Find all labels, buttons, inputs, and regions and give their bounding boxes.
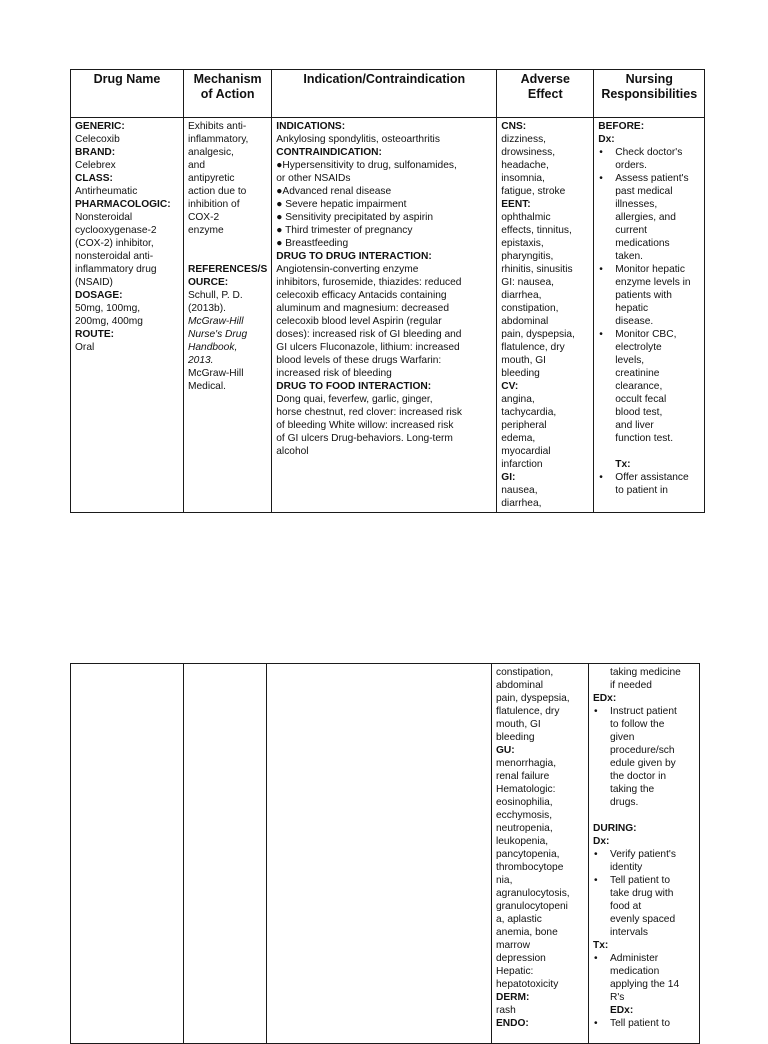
section-label: GU: (496, 745, 515, 756)
drug-name-cell-cont (71, 664, 184, 1044)
text-line: McGraw-Hill (188, 368, 244, 379)
text-line: current (615, 225, 647, 236)
text-line: Hepatic: (496, 966, 534, 977)
text-line: to follow the (610, 719, 665, 730)
text-line: leukopenia, (496, 836, 549, 847)
text-line: inhibitors, furosemide, thiazides: reduced (276, 277, 462, 288)
header-adverse: Adverse Effect (497, 70, 594, 118)
text-line: bleeding (496, 732, 535, 743)
text-line: ● Sensitivity precipitated by aspirin (276, 212, 434, 223)
bullet-item: • Administer (593, 952, 695, 965)
text-line: Nonsteroidal (75, 212, 133, 223)
section-label: PHARMACOLOGIC: (75, 199, 171, 210)
section-label: ROUTE: (75, 329, 115, 340)
text-line: or other NSAIDs (276, 173, 351, 184)
continuation-row (71, 664, 700, 1044)
text-line: levels, (615, 355, 645, 366)
text-line: GI: nausea, (501, 277, 554, 288)
text-line: creatinine (615, 368, 660, 379)
text-line: infarction (501, 459, 543, 470)
text-line: Dong quai, feverfew, garlic, ginger, (276, 394, 433, 405)
text-line: Celecoxib (75, 134, 120, 145)
header-indication: Indication/Contraindication (272, 70, 497, 118)
bullet-item: • Tell patient to (593, 874, 695, 887)
drug-study-table-page-2 (70, 663, 700, 1044)
text-line: flatulence, dry (496, 706, 560, 717)
section-label: INDICATIONS: (276, 121, 346, 132)
text-line: Antirheumatic (75, 186, 138, 197)
text-line: occult fecal (615, 394, 667, 405)
section-label: DRUG TO DRUG INTERACTION: (276, 251, 432, 262)
text-line: renal failure (496, 771, 550, 782)
text-line: evenly spaced (610, 914, 676, 925)
text-line: flatulence, dry (501, 342, 565, 353)
text-line: inflammatory drug (75, 264, 157, 275)
text-line: aluminum and magnesium: decreased (276, 303, 449, 314)
text-line: fatigue, stroke (501, 186, 566, 197)
text-line: Ankylosing spondylitis, osteoarthritis (276, 134, 440, 145)
text-line: granulocytopeni (496, 901, 568, 912)
text-line: myocardial (501, 446, 551, 457)
text-line: Handbook, (188, 342, 238, 353)
text-line: angina, (501, 394, 535, 405)
text-line: COX-2 (188, 212, 220, 223)
text-line: function test. (615, 433, 674, 444)
section-label: Dx: (598, 134, 615, 145)
text-line: illnesses, (615, 199, 658, 210)
header-drug-name: Drug Name (71, 70, 184, 118)
bullet-item: • Monitor hepatic (598, 263, 700, 276)
text-line: ecchymosis, (496, 810, 553, 821)
section-label: CV: (501, 381, 519, 392)
text-line: headache, (501, 160, 549, 171)
text-line: ● Third trimester of pregnancy (276, 225, 413, 236)
text-line: Oral (75, 342, 95, 353)
text-line: celecoxib blood level Aspirin (regular (276, 316, 442, 327)
text-line: Exhibits anti- (188, 121, 247, 132)
text-line: marrow (496, 940, 530, 951)
text-line: bleeding (501, 368, 540, 379)
section-label: BEFORE: (598, 121, 645, 132)
text-line: given (610, 732, 635, 743)
text-line: clearance, (615, 381, 663, 392)
text-line: dizziness, (501, 134, 546, 145)
text-line: procedure/sch (610, 745, 675, 756)
text-line: effects, tinnitus, (501, 225, 572, 236)
indication-cell (272, 118, 497, 513)
text-line: increased risk of bleeding (276, 368, 392, 379)
text-line: taking medicine (610, 667, 681, 678)
text-line: horse chestnut, red clover: increased risk (276, 407, 462, 418)
text-line: R's (610, 992, 625, 1003)
text-line: allergies, and (615, 212, 676, 223)
text-line: blood levels of these drugs Warfarin: (276, 355, 442, 366)
text-line: (COX-2) inhibitor, (75, 238, 154, 249)
text-line: tachycardia, (501, 407, 557, 418)
text-line: inflammatory, (188, 134, 249, 145)
text-line: analgesic, (188, 147, 234, 158)
adverse-effect-cell-cont (492, 664, 589, 1044)
section-label: CNS: (501, 121, 527, 132)
text-line: rash (496, 1005, 516, 1016)
text-line: to patient in (615, 485, 668, 496)
text-line: pharyngitis, (501, 251, 554, 262)
text-line: enzyme levels in (615, 277, 691, 288)
section-label: DRUG TO FOOD INTERACTION: (276, 381, 432, 392)
text-line: drowsiness, (501, 147, 556, 158)
text-line: 2013. (188, 355, 214, 366)
text-line: rhinitis, sinusitis (501, 264, 573, 275)
text-line: ophthalmic (501, 212, 551, 223)
section-label: BRAND: (75, 147, 116, 158)
text-line: celecoxib efficacy Antacids containing (276, 290, 447, 301)
text-line: 200mg, 400mg (75, 316, 143, 327)
text-line: drugs. (610, 797, 639, 808)
drug-name-cell (71, 118, 184, 513)
text-line: past medical (615, 186, 673, 197)
drug-study-table-page-1 (70, 69, 705, 513)
text-line: agranulocytosis, (496, 888, 570, 899)
text-line: Angiotensin-converting enzyme (276, 264, 419, 275)
text-line: constipation, (501, 303, 559, 314)
text-line: mouth, GI (496, 719, 541, 730)
text-line: edule given by (610, 758, 676, 769)
text-line: pain, dyspepsia, (496, 693, 570, 704)
text-line: epistaxis, (501, 238, 544, 249)
text-line: take drug with (610, 888, 674, 899)
header-row (71, 70, 705, 118)
bullet-item: • Check doctor's (598, 146, 700, 159)
section-label: DERM: (496, 992, 530, 1003)
text-line: eosinophilia, (496, 797, 553, 808)
spacer (188, 250, 267, 263)
section-label: EDx: (593, 693, 617, 704)
text-line: medication (610, 966, 660, 977)
text-line: ●Advanced renal disease (276, 186, 392, 197)
section-label: Tx: (615, 459, 631, 470)
text-line: doses): increased risk of GI bleeding and (276, 329, 462, 340)
text-line: thrombocytope (496, 862, 564, 873)
text-line: anemia, bone (496, 927, 558, 938)
bullet-item: • Assess patient's (598, 172, 700, 185)
text-line: insomnia, (501, 173, 545, 184)
section-label: REFERENCES/S (188, 264, 268, 275)
text-line: alcohol (276, 446, 309, 457)
text-line: Hematologic: (496, 784, 556, 795)
text-line: mouth, GI (501, 355, 546, 366)
spacer (188, 237, 267, 250)
text-line: disease. (615, 316, 654, 327)
bullet-item: • Monitor CBC, (598, 328, 700, 341)
text-line: Celebrex (75, 160, 116, 171)
text-line: abdominal (496, 680, 544, 691)
nursing-responsibilities-cell-cont (589, 664, 700, 1044)
indication-cell-cont (267, 664, 492, 1044)
text-line: 50mg, 100mg, (75, 303, 141, 314)
text-line: (2013b). (188, 303, 226, 314)
section-label: OURCE: (188, 277, 229, 288)
text-line: constipation, (496, 667, 554, 678)
section-label: CLASS: (75, 173, 113, 184)
adverse-effect-cell (497, 118, 594, 513)
text-line: of bleeding White willow: increased risk (276, 420, 454, 431)
section-label: Tx: (593, 940, 609, 951)
text-line: ● Breastfeeding (276, 238, 349, 249)
text-line: nausea, (501, 485, 538, 496)
spacer (593, 809, 695, 822)
text-line: electrolyte (615, 342, 662, 353)
text-line: pain, dyspepsia, (501, 329, 575, 340)
text-line: (NSAID) (75, 277, 113, 288)
text-line: cyclooxygenase-2 (75, 225, 157, 236)
section-label: DOSAGE: (75, 290, 123, 301)
text-line: pancytopenia, (496, 849, 560, 860)
text-line: food at (610, 901, 642, 912)
text-line: of GI ulcers Drug-behaviors. Long-term (276, 433, 453, 444)
bullet-item: • Offer assistance (598, 471, 700, 484)
section-label: CONTRAINDICATION: (276, 147, 382, 158)
text-line: medications (615, 238, 670, 249)
text-line: action due to (188, 186, 247, 197)
text-line: Medical. (188, 381, 226, 392)
bullet-item: • Verify patient's (593, 848, 695, 861)
text-line: enzyme (188, 225, 224, 236)
section-label: ENDO: (496, 1018, 529, 1029)
text-line: peripheral (501, 420, 547, 431)
section-label: GENERIC: (75, 121, 125, 132)
text-line: patients with (615, 290, 672, 301)
text-line: the doctor in (610, 771, 667, 782)
text-line: hepatic (615, 303, 649, 314)
text-line: diarrhea, (501, 290, 542, 301)
text-line: identity (610, 862, 643, 873)
bullet-item: • Tell patient to (593, 1017, 695, 1030)
text-line: Nurse's Drug (188, 329, 248, 340)
mechanism-cell-cont (184, 664, 267, 1044)
text-line: and liver (615, 420, 654, 431)
text-line: depression (496, 953, 546, 964)
bullet-item: • Instruct patient (593, 705, 695, 718)
text-line: and (188, 160, 205, 171)
section-label: EENT: (501, 199, 531, 210)
text-line: McGraw-Hill (188, 316, 244, 327)
text-line: ●Hypersensitivity to drug, sulfonamides, (276, 160, 457, 171)
text-line: if needed (610, 680, 652, 691)
text-line: GI ulcers Fluconazole, lithium: increased (276, 342, 460, 353)
mechanism-cell (184, 118, 272, 513)
text-line: nia, (496, 875, 513, 886)
nursing-responsibilities-cell (594, 118, 705, 513)
text-line: nonsteroidal anti- (75, 251, 154, 262)
text-line: abdominal (501, 316, 549, 327)
section-label: Dx: (593, 836, 610, 847)
text-line: menorrhagia, (496, 758, 557, 769)
header-mechanism: Mechanism of Action (184, 70, 272, 118)
section-label: DURING: (593, 823, 637, 834)
text-line: hepatotoxicity (496, 979, 559, 990)
text-line: ● Severe hepatic impairment (276, 199, 407, 210)
text-line: neutropenia, (496, 823, 553, 834)
text-line: diarrhea, (501, 498, 542, 509)
section-label: EDx: (610, 1005, 634, 1016)
spacer (598, 445, 700, 458)
text-line: Schull, P. D. (188, 290, 243, 301)
text-line: blood test, (615, 407, 663, 418)
text-line: taking the (610, 784, 655, 795)
text-line: edema, (501, 433, 536, 444)
text-line: antipyretic (188, 173, 235, 184)
section-label: GI: (501, 472, 516, 483)
text-line: intervals (610, 927, 648, 938)
text-line: orders. (615, 160, 647, 171)
content-row (71, 118, 705, 513)
text-line: a, aplastic (496, 914, 542, 925)
text-line: inhibition of (188, 199, 240, 210)
text-line: applying the 14 (610, 979, 680, 990)
text-line: taken. (615, 251, 644, 262)
header-nursing: Nursing Responsibilities (594, 70, 705, 118)
